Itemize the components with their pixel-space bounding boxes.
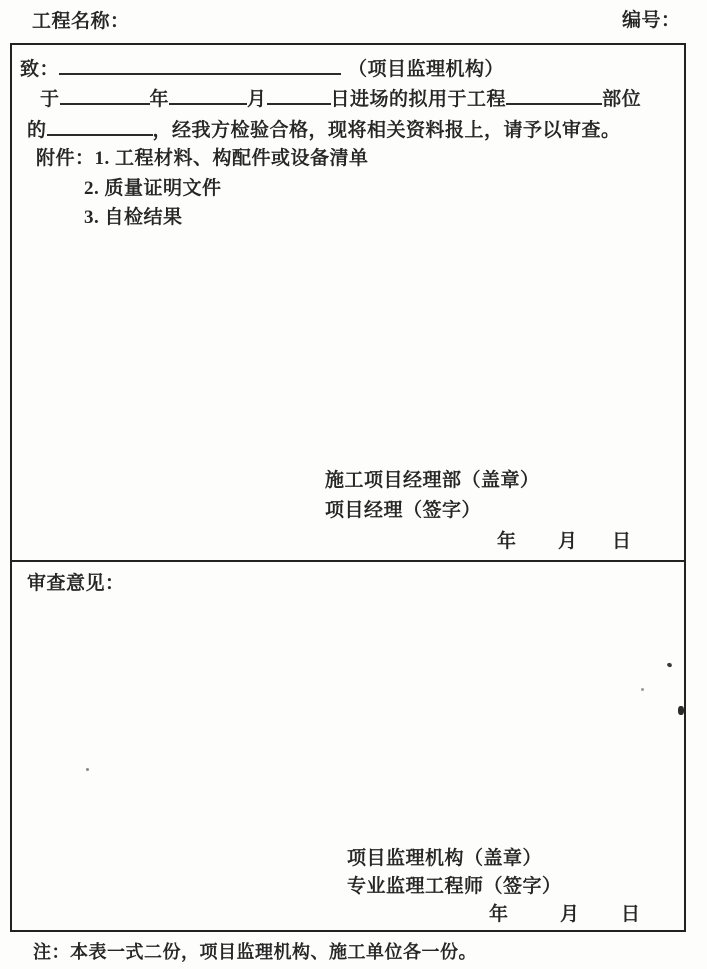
to-org-hint: （项目监理机构） [348,59,505,80]
supervisor-org-seal-line [347,848,542,869]
supervisor-org-seal-label: 项目监理机构（盖章） [347,848,543,869]
date-line [40,88,641,110]
project-manager-sign-label: 项目经理（签字） [325,500,482,521]
work-part-label: 部位 [602,89,642,110]
review-opinion-text: 审查意见： [27,573,125,594]
contractor-seal-label: 施工项目经理部（盖章） [325,470,540,491]
project-manager-sign-line [325,500,481,521]
supervisor-date-line [489,904,640,925]
supervisor-engineer-sign-line [347,876,562,897]
date-mid-text: 日进场的拟用于工程 [330,89,507,110]
month-blank [169,88,247,105]
project-name-label: 工程名称： [32,11,130,32]
material-body: ，经我方检验合格，现将相关资料报上，请予以审查。 [152,120,621,141]
year-label: 年 [497,531,517,552]
attachment-line-1 [36,148,369,169]
day-blank [267,88,331,105]
month-label: 月 [560,904,580,925]
to-line [20,58,504,80]
scan-speck [86,768,89,771]
material-line [27,119,621,141]
review-opinion-label [27,573,125,594]
attachment-item: 2. 质量证明文件 [84,178,222,199]
attachments-label: 附件： [36,148,95,169]
attachment-line-3 [84,207,183,228]
scan-speck [678,706,684,715]
to-org-blank [59,58,341,75]
work-part-blank [506,88,602,105]
year-label: 年 [489,904,509,925]
year-blank [60,88,150,105]
day-label: 日 [621,904,641,925]
section-divider [12,560,684,562]
footnote: 注：本表一式二份，项目监理机构、施工单位各一份。 [33,942,477,962]
attachment-item: 1. 工程材料、构配件或设备清单 [94,148,369,169]
form-number-label: 编号： [622,10,681,31]
supervisor-engineer-sign-label: 专业监理工程师（签字） [347,876,562,897]
day-label: 日 [612,531,632,552]
material-prefix: 的 [27,120,47,141]
attachment-item: 3. 自检结果 [84,207,183,228]
date-prefix: 于 [40,89,60,110]
form-box [10,43,686,932]
contractor-seal-line [325,470,540,491]
scan-speck [641,688,644,691]
month-label: 月 [247,89,267,110]
year-label: 年 [149,89,170,110]
to-label: 致： [20,59,60,80]
attachment-line-2 [84,178,222,199]
material-blank [47,119,153,136]
month-label: 月 [558,531,578,552]
contractor-date-line [497,531,631,552]
